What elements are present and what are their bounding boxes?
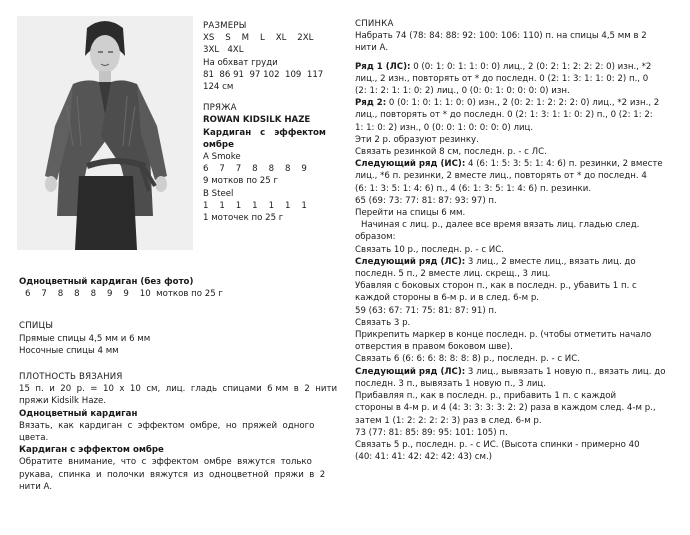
yarn-unit-b: 1 моточек по 25 г [203, 213, 284, 224]
needles-line-1: Прямые спицы 4,5 мм и 6 мм [19, 333, 151, 344]
gauge-line-2: пряжи Kidsilk Haze. [19, 396, 106, 407]
yarn-counts-a: 6 7 7 8 8 8 9 [203, 164, 307, 175]
back-line: затем 1 (1: 2: 2: 2: 2: 3) раз в след. 6-м р. [355, 415, 542, 426]
row-1-label: Ряд 1 (ЛС): [355, 61, 411, 72]
ombre-cardigan-title: Кардиган с эффектом омбре [19, 445, 164, 456]
bust-last: 124 см [203, 82, 234, 93]
back-line: Связать резинкой 8 см, последн. р. - с ЛС. [355, 147, 547, 158]
next-row-paragraph [355, 158, 677, 170]
back-line: 4 (6: 1: 5: 3: 5: 1: 4: 6) п. резинки, 2 вместе [465, 159, 663, 170]
back-line: 59 (63: 67: 71: 75: 81: 87: 91) п. [355, 305, 497, 316]
back-line: Убавляя с боковых сторон п., как в последн. р., убавить 1 п. с [355, 281, 637, 292]
back-line: лиц., *6 п. резинки, 2 вместе лиц., повторять от * до последн. 4 [355, 171, 647, 182]
next-row-label: Следующий ряд (ИС): [355, 159, 466, 170]
yarn-heading: ПРЯЖА [203, 103, 237, 114]
back-line: 1: 1: 0: 2) изн., 0 (0: 0: 1: 0: 0: 0: 0) лиц. [355, 122, 534, 133]
back-heading: СПИНКА [355, 19, 394, 29]
back-line: Перейти на спицы 6 мм. [355, 208, 466, 219]
next-row-label: Следующий ряд (ЛС): [355, 256, 466, 267]
back-line: (40: 41: 41: 42: 42: 42: 43) см.) [355, 452, 493, 463]
next-row-3-paragraph [355, 366, 677, 378]
yarn-kind-line-1: Кардиган с эффектом [203, 127, 326, 138]
back-line: (6: 1: 3: 5: 1: 4: 6) п., 4 (6: 1: 3: 5: 1: 4: 6) п. резинки. [355, 183, 592, 194]
back-instructions-column [355, 18, 677, 463]
back-line: последн. 3 п., вывязать 1 новую п., 3 лиц. [355, 378, 547, 389]
back-line: отверстия в правом боковом шве). [355, 342, 513, 353]
sizes-row-2: 3XL 4XL [203, 45, 244, 56]
yarn-kind-line-2: омбре [203, 139, 234, 150]
back-line: Эти 2 р. образуют резинку. [355, 134, 479, 145]
bust-label: На обхват груди [203, 57, 278, 68]
yarn-unit-a: 9 мотков по 25 г [203, 176, 278, 187]
ombre-text-3: нити А. [19, 481, 53, 492]
back-line: образом: [355, 232, 396, 243]
sizes-row-1: XS S M L XL 2XL [203, 33, 314, 44]
sizes-heading: РАЗМЕРЫ [203, 21, 247, 31]
needles-line-2: Носочные спицы 4 мм [19, 345, 119, 356]
row-2-paragraph [355, 97, 677, 109]
row-2-label: Ряд 2: [355, 98, 387, 109]
solid-cardigan-title: Одноцветный кардиган [19, 408, 138, 419]
yarn-brand: ROWAN KIDSILK HAZE [203, 115, 311, 126]
left-lower-column [19, 276, 339, 493]
solid-cardigan-text-1: Вязать, как кардиган с эффектом омбре, но пряжей одного [19, 420, 315, 431]
back-line: Связать 10 р., последн. р. - с ИС. [355, 244, 504, 255]
gauge-heading: ПЛОТНОСТЬ ВЯЗАНИЯ [19, 372, 123, 383]
back-line: лиц., повторять от * до последн. 0 (2: 1: 3: 1: 1: 0: 2) п., 0 (2: 1: 2: [355, 110, 653, 121]
sizes-yarn-column [203, 20, 338, 224]
back-line: Прикрепить маркер в конце последн. р. (чтобы отметить начало [355, 330, 652, 341]
back-line: Набрать 74 (78: 84: 88: 92: 100: 106: 110) п. на спицы 4,5 мм в 2 [355, 31, 647, 42]
back-line: 65 (69: 73: 77: 81: 87: 93: 97) п. [355, 195, 497, 206]
solid-title: Одноцветный кардиган (без фото) [19, 277, 194, 287]
back-line: последн. 5 п., 2 вместе лиц. скрещ., 3 лиц. [355, 269, 551, 280]
back-line: (2: 1: 2: 1: 1: 0: 2) лиц., 0 (0: 0: 1: 0: 0: 0: 0) изн. [355, 86, 570, 97]
back-line: 0 (0: 1: 0: 1: 1: 0: 0) изн., 2 (0: 2: 1: 2: 2: 2: 0) лиц., *2 изн., 2 [386, 98, 660, 109]
back-line: каждой стороны в 6-м р. и в след. 6-м р. [355, 293, 540, 304]
back-line: стороны в 4-м р. и 4 (4: 3: 3: 3: 3: 2: 2) раза в каждом след. 4-м р., [355, 403, 656, 414]
yarn-color-b: B Steel [203, 188, 234, 199]
back-line: 3 лиц., вывязать 1 новую п., вязать лиц. до [465, 366, 666, 377]
solid-cardigan-text-2: цвета. [19, 433, 49, 444]
ombre-text-2: рукава, спинка и полочки вяжутся из одноцветной пряжи в 2 [19, 469, 326, 480]
solid-counts: 6 7 8 8 8 9 9 10 мотков по 25 г [25, 289, 223, 300]
ombre-text-1: Обратите внимание, что с эффектом омбре вяжутся только [19, 457, 312, 468]
yarn-color-a: A Smoke [203, 152, 241, 163]
yarn-counts-b: 1 1 1 1 1 1 1 [203, 200, 307, 211]
gauge-line-1: 15 п. и 20 р. = 10 х 10 см, лиц. гладь спицами 6 мм в 2 нити [19, 384, 338, 395]
model-wearing-cardigan-image [17, 16, 193, 250]
back-line: лиц., 2 изн., повторять от * до последн. 0 (2: 1: 3: 1: 1: 0: 2) п., 0 [355, 73, 649, 84]
model-photo [17, 16, 193, 250]
back-line: Связать 3 р. [355, 317, 411, 328]
back-line: Связать 5 р., последн. р. - с ИС. (Высота спинки - примерно 40 [355, 439, 640, 450]
bust-values: 81 86 91 97 102 109 117 [203, 69, 324, 80]
back-line: Прибавляя п., как в последн. р., прибавить 1 п. с каждой [355, 391, 617, 402]
needles-heading: СПИЦЫ [19, 321, 54, 332]
next-row-2-paragraph [355, 256, 677, 268]
back-line: 3 лиц., 2 вместе лиц., вязать лиц. до [465, 256, 636, 267]
back-line: 0 (0: 1: 0: 1: 1: 0: 0) лиц., 2 (0: 2: 1: 2: 2: 2: 0) изн., *2 [410, 61, 652, 72]
back-line: 73 (77: 81: 85: 89: 95: 101: 105) п. [355, 427, 508, 438]
back-line: Связать 6 (6: 6: 6: 8: 8: 8: 8) р., последн. р. - с ИС. [355, 354, 580, 365]
next-row-label: Следующий ряд (ЛС): [355, 366, 466, 377]
back-line: нити А. [355, 43, 389, 54]
back-line: Начиная с лиц. р., далее все время вязать лиц. гладью след. [361, 220, 640, 231]
row-1-paragraph [355, 61, 677, 73]
